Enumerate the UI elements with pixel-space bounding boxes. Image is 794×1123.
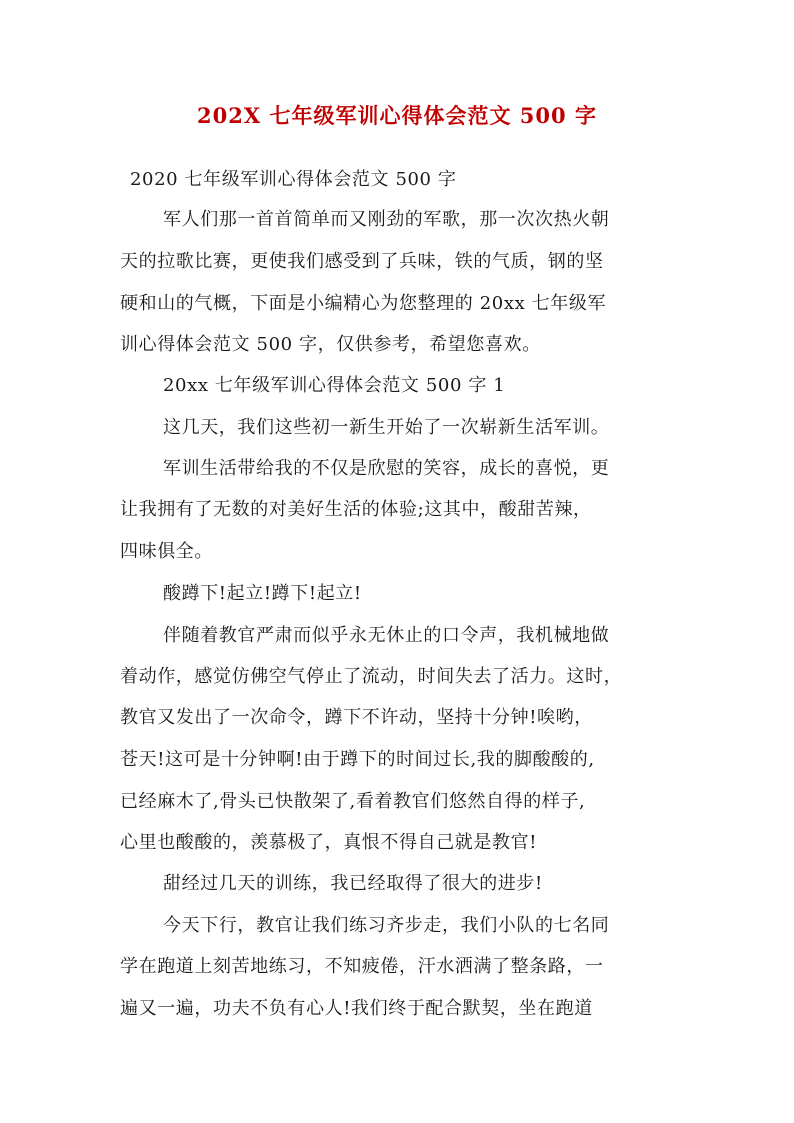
paragraph-line: 着动作，感觉仿佛空气停止了流动，时间失去了活力。这时， [120,666,623,687]
paragraph-line: 2020 七年级军训心得体会范文 500 字 [130,169,457,190]
document-title: 202X 七年级军训心得体会范文 500 字 [197,103,597,128]
paragraph-line: 心里也酸酸的，羡慕极了，真恨不得自己就是教官! [120,832,538,853]
paragraph-line: 伴随着教官严肃而似乎永无休止的口令声，我机械地做 [163,625,610,646]
paragraph-line: 训心得体会范文 500 字，仅供参考，希望您喜欢。 [120,334,541,355]
paragraph-line: 天的拉歌比赛，更使我们感受到了兵味，铁的气质，钢的坚 [120,251,604,272]
paragraph-line: 这几天，我们这些初一新生开始了一次崭新生活军训。 [163,417,610,438]
paragraph-line: 让我拥有了无数的对美好生活的体验;这其中，酸甜苦辣， [120,499,592,520]
paragraph-line: 遍又一遍，功夫不负有心人!我们终于配合默契，坐在跑道 [120,998,593,1019]
paragraph-line: 20xx 七年级军训心得体会范文 500 字 1 [163,375,506,396]
paragraph-line: 教官又发出了一次命令，蹲下不许动，坚持十分钟!唉哟， [120,707,593,728]
paragraph-line: 已经麻木了,骨头已快散架了,看着教官们悠然自得的样子, [120,791,586,812]
paragraph-line: 甜经过几天的训练，我已经取得了很大的进步! [163,873,543,894]
paragraph-line: 酸蹲下!起立!蹲下!起立! [163,583,362,604]
paragraph-line: 苍天!这可是十分钟啊!由于蹲下的时间过长,我的脚酸酸的, [120,749,595,770]
paragraph-line: 军训生活带给我的不仅是欣慰的笑容，成长的喜悦，更 [163,458,610,479]
paragraph-line: 硬和山的气概，下面是小编精心为您整理的 20xx 七年级军 [120,293,607,314]
paragraph-line: 学在跑道上刻苦地练习，不知疲倦，汗水洒满了整条路，一 [120,956,604,977]
paragraph-line: 今天下行，教官让我们练习齐步走，我们小队的七名同 [163,915,610,936]
paragraph-line: 四味俱全。 [120,541,213,562]
paragraph-line: 军人们那一首首简单而又刚劲的军歌，那一次次热火朝 [163,209,610,230]
